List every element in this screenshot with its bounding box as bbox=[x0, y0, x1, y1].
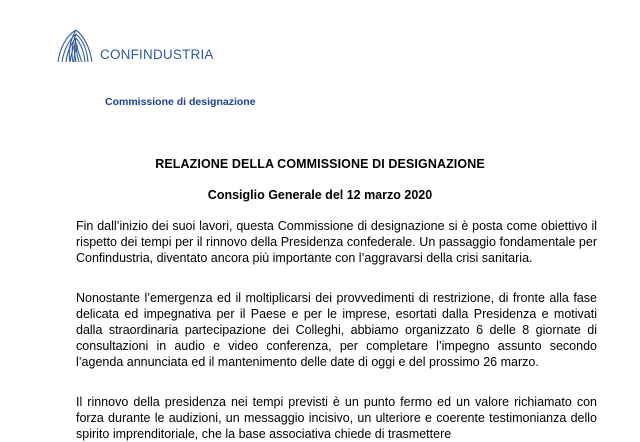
document-subtitle: Consiglio Generale del 12 marzo 2020 bbox=[207, 188, 433, 202]
paragraph: Fin dall’inizio dei suoi lavori, questa Commissione di designazione si è posta come obiettivo il rispetto dei tempi per il rinnovo della Presidenza confederale. Un passaggio fondamentale per Confindustria, diventato ancora più importante con l’aggravarsi della crisi sanitaria. bbox=[76, 219, 597, 265]
confindustria-logo-icon bbox=[54, 22, 98, 66]
document-title: RELAZIONE DELLA COMMISSIONE DI DESIGNAZIONE bbox=[155, 157, 485, 171]
logo-text: CONFINDUSTRIA bbox=[100, 47, 214, 62]
paragraph: Il rinnovo della presidenza nei tempi previsti è un punto fermo ed un valore richiamato con forza durante le audizioni, un messaggio incisivo, un ulteriore e coerente testimonianza dello spirito imprenditoriale, che la base associativa chiede di trasmettere bbox=[76, 395, 597, 441]
logo bbox=[54, 22, 214, 66]
commission-label: Commissione di designazione bbox=[105, 96, 256, 108]
paragraph: Nonostante l’emergenza ed il moltiplicarsi dei provvedimenti di restrizione, di fronte alla fase delicata ed impegnativa per il Paese e per le imprese, esortati dalla Presidenza e motivati dalla straordinaria partecipazione dei Colleghi, abbiamo organizzato 6 delle 8 giornate di consultazioni in audio e video conferenza, per completare l’impegno assunto secondo l’agenda annunciata ed il mantenimento delle date di oggi e del prossimo 26 marzo. bbox=[76, 291, 597, 369]
